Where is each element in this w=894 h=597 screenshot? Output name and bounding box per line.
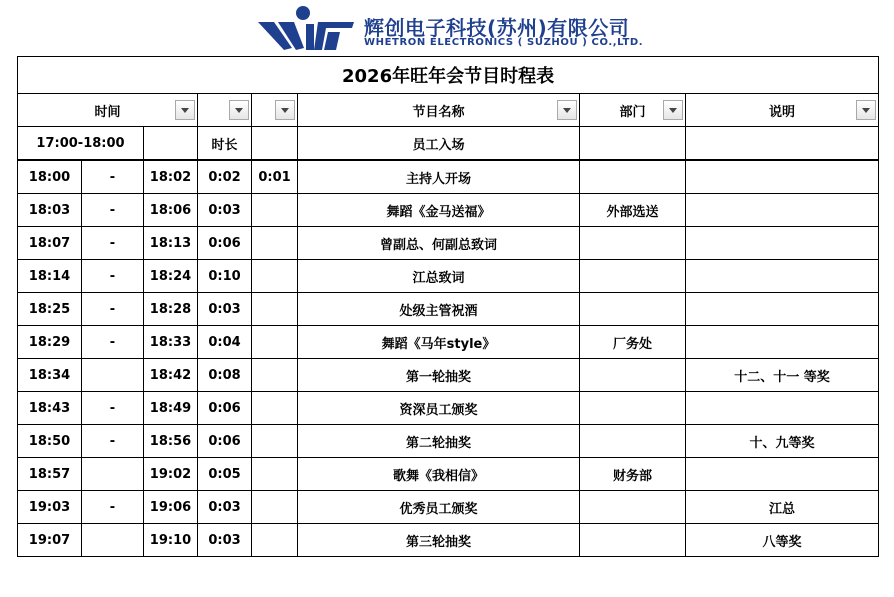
duration-cell: 0:03 [198,293,252,326]
department-cell [580,392,686,425]
separator-cell: - [82,326,144,359]
table-row [18,293,879,326]
extra-time-cell: 0:01 [252,160,298,194]
note-cell: 八等奖 [686,524,879,557]
program-name-cell: 曾副总、何副总致词 [298,227,580,260]
program-name-cell: 处级主管祝酒 [298,293,580,326]
duration-filter-button[interactable] [229,100,249,120]
chevron-down-icon [669,108,677,113]
department-cell [580,293,686,326]
intro-empty-cell [144,127,198,161]
separator-cell: - [82,227,144,260]
program-name-cell: 优秀员工颁奖 [298,491,580,524]
table-row [18,458,879,491]
start-time-cell: 18:07 [18,227,82,260]
table-row [18,524,879,557]
chevron-down-icon [181,108,189,113]
separator-cell: - [82,194,144,227]
separator-cell: - [82,425,144,458]
header-duration [198,94,252,127]
end-time-cell: 18:42 [144,359,198,392]
company-logo [256,4,356,54]
department-cell: 厂务处 [580,326,686,359]
department-cell [580,425,686,458]
program-name-cell: 第三轮抽奖 [298,524,580,557]
extra-time-cell [252,227,298,260]
note-cell [686,227,879,260]
duration-cell: 0:06 [198,425,252,458]
intro-dept [580,127,686,161]
end-time-cell: 19:10 [144,524,198,557]
header-time [18,94,198,127]
start-time-cell: 18:29 [18,326,82,359]
end-time-cell: 18:28 [144,293,198,326]
program-name-cell: 歌舞《我相信》 [298,458,580,491]
header-row [18,94,879,127]
table-row [18,491,879,524]
end-time-cell: 19:06 [144,491,198,524]
extra-time-cell [252,359,298,392]
separator-cell [82,524,144,557]
table-row [18,227,879,260]
program-filter-button[interactable] [557,100,577,120]
end-time-cell: 18:56 [144,425,198,458]
program-name-cell: 江总致词 [298,260,580,293]
start-time-cell: 18:50 [18,425,82,458]
program-name-cell: 主持人开场 [298,160,580,194]
department-cell [580,491,686,524]
note-cell [686,260,879,293]
end-time-cell: 18:02 [144,160,198,194]
separator-cell: - [82,260,144,293]
duration-cell: 0:06 [198,227,252,260]
note-cell [686,160,879,194]
chevron-down-icon [862,108,870,113]
department-cell: 外部选送 [580,194,686,227]
table-title: 2026年旺年会节目时程表 [18,57,879,94]
start-time-cell: 19:03 [18,491,82,524]
table-row [18,326,879,359]
header-dept-label: 部门 [619,104,646,120]
duration-cell: 0:08 [198,359,252,392]
department-cell [580,359,686,392]
chevron-down-icon [281,108,289,113]
chevron-down-icon [235,108,243,113]
separator-cell: - [82,392,144,425]
note-cell [686,458,879,491]
extra-time-cell [252,293,298,326]
end-time-cell: 18:13 [144,227,198,260]
department-cell [580,227,686,260]
schedule-table [17,56,879,557]
note-cell: 十、九等奖 [686,425,879,458]
start-time-cell: 18:03 [18,194,82,227]
end-time-cell: 18:06 [144,194,198,227]
intro-row [18,127,879,161]
end-time-cell: 18:49 [144,392,198,425]
program-name-cell: 第一轮抽奖 [298,359,580,392]
extra-time-cell [252,194,298,227]
extra-time-cell [252,524,298,557]
header-time-label: 时间 [94,104,121,120]
start-time-cell: 18:57 [18,458,82,491]
note-filter-button[interactable] [856,100,876,120]
separator-cell [82,359,144,392]
program-name-cell: 舞蹈《马年style》 [298,326,580,359]
table-row [18,392,879,425]
header-extra [252,94,298,127]
extra-time-cell [252,260,298,293]
intro-note [686,127,879,161]
header-program [298,94,580,127]
table-row [18,425,879,458]
duration-cell: 0:02 [198,160,252,194]
company-name-cn: 辉创电子科技(苏州)有限公司 [364,16,630,40]
end-time-cell: 18:24 [144,260,198,293]
department-cell [580,524,686,557]
extra-time-cell [252,425,298,458]
separator-cell [82,458,144,491]
program-name-cell: 资深员工颁奖 [298,392,580,425]
end-time-cell: 18:33 [144,326,198,359]
start-time-cell: 18:00 [18,160,82,194]
intro-extra-cell [252,127,298,161]
separator-cell: - [82,293,144,326]
extra-filter-button[interactable] [275,100,295,120]
separator-cell: - [82,491,144,524]
note-cell [686,293,879,326]
table-row [18,160,879,194]
start-time-cell: 18:14 [18,260,82,293]
header-program-label: 节目名称 [412,104,465,120]
duration-cell: 0:03 [198,491,252,524]
company-name-en: WHETRON ELECTRONICS ( SUZHOU ) CO.,LTD. [364,37,644,48]
chevron-down-icon [563,108,571,113]
schedule-rows [18,160,879,557]
department-cell [580,160,686,194]
note-cell [686,194,879,227]
start-time-cell: 18:34 [18,359,82,392]
program-name-cell: 第二轮抽奖 [298,425,580,458]
duration-cell: 0:05 [198,458,252,491]
time-filter-button[interactable] [175,100,195,120]
separator-cell: - [82,160,144,194]
start-time-cell: 18:25 [18,293,82,326]
start-time-cell: 19:07 [18,524,82,557]
duration-cell: 0:04 [198,326,252,359]
intro-program: 员工入场 [298,127,580,161]
table-row [18,194,879,227]
note-cell: 十二、十一 等奖 [686,359,879,392]
table-row [18,359,879,392]
extra-time-cell [252,458,298,491]
duration-cell: 0:10 [198,260,252,293]
duration-cell: 0:03 [198,524,252,557]
duration-cell: 0:06 [198,392,252,425]
table-row [18,260,879,293]
start-time-cell: 18:43 [18,392,82,425]
note-cell [686,326,879,359]
department-cell [580,260,686,293]
extra-time-cell [252,491,298,524]
intro-duration-label: 时长 [198,127,252,161]
program-name-cell: 舞蹈《金马送福》 [298,194,580,227]
note-cell [686,392,879,425]
header-note [686,94,879,127]
department-cell: 财务部 [580,458,686,491]
intro-time-range: 17:00-18:00 [18,127,144,161]
header-note-label: 说明 [769,104,796,120]
end-time-cell: 19:02 [144,458,198,491]
header-dept [580,94,686,127]
duration-cell: 0:03 [198,194,252,227]
dept-filter-button[interactable] [663,100,683,120]
extra-time-cell [252,326,298,359]
extra-time-cell [252,392,298,425]
note-cell: 江总 [686,491,879,524]
